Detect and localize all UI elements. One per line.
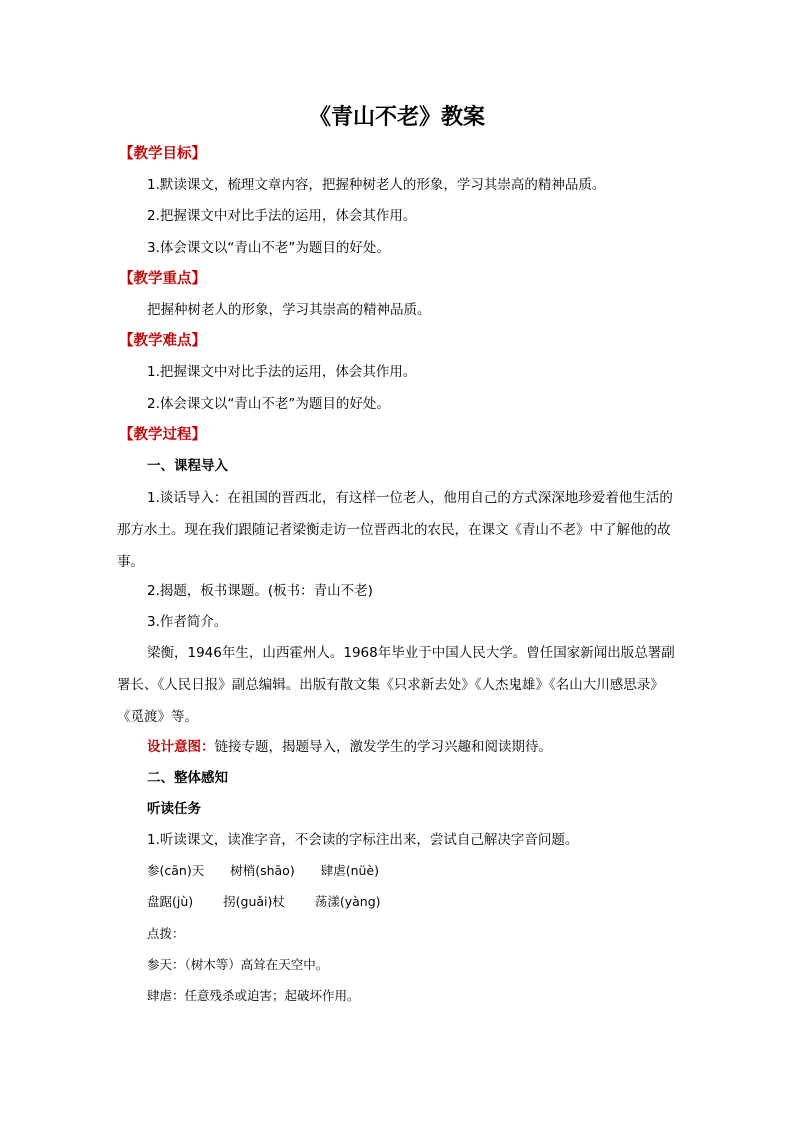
- vocab-item: 树梢(shāo): [230, 863, 295, 878]
- section-heading-process: 【教学过程】: [119, 427, 206, 443]
- vocab-row: [147, 892, 381, 912]
- task-instruction: 1.听读课文，读准字音，不会读的字标注出来，尝试自己解决字音问题。: [147, 832, 579, 848]
- process-subheading: 一、课程导入: [147, 458, 228, 474]
- vocab-item: 参(cān)天: [147, 863, 205, 878]
- intro-paragraph: 1.谈话导入：在祖国的晋西北，有这样一位老人，他用自己的方式深深地珍爱着他生活的那方水土。现在我们跟随记者梁衡走访一位晋西北的农民，在课文《青山不老》中了解他的故事。: [117, 490, 673, 570]
- design-intent-text: 链接专题，揭题导入，激发学生的学习兴趣和阅读期待。: [214, 739, 552, 755]
- process-step: 2.揭题，板书课题。(板书：青山不老): [147, 583, 373, 599]
- difficulty-item: 2.体会课文以“青山不老”为题目的好处。: [147, 396, 390, 412]
- design-intent-line: [147, 737, 552, 757]
- objective-item: 3.体会课文以“青山不老”为题目的好处。: [147, 240, 390, 256]
- vocab-row: [147, 861, 379, 881]
- task-heading: 听读任务: [147, 801, 201, 817]
- difficulty-item: 1.把握课文中对比手法的运用，体会其作用。: [147, 364, 417, 380]
- section-heading-key-points: 【教学重点】: [119, 271, 206, 287]
- hint-label: 点拨：: [147, 926, 185, 941]
- section-heading-objectives: 【教学目标】: [119, 146, 206, 162]
- section-heading-difficulties: 【教学难点】: [119, 333, 206, 349]
- vocab-item: 拐(guǎi)杖: [223, 894, 285, 909]
- definition-item: 参天：（树木等）高耸在天空中。: [147, 957, 329, 972]
- key-point-item: 把握种树老人的形象，学习其崇高的精神品质。: [147, 302, 431, 318]
- vocab-item: 荡漾(yàng): [314, 894, 381, 909]
- definition-item: 肆虐：任意残杀或迫害；起破坏作用。: [147, 988, 360, 1003]
- vocab-item: 盘踞(jù): [147, 894, 194, 909]
- design-intent-label: 设计意图：: [147, 739, 215, 755]
- vocab-item: 肆虐(nüè): [320, 863, 379, 878]
- author-paragraph: 梁衡，1946年生，山西霍州人。1968年毕业于中国人民大学。曾任国家新闻出版总署副署长、《人民日报》副总编辑。出版有散文集《只求新去处》《人杰鬼雄》《名山大川感思录》《觅渡》等。: [117, 645, 675, 725]
- process-step: 3.作者简介。: [147, 614, 228, 630]
- objective-item: 1.默读课文，梳理文章内容，把握种树老人的形象，学习其崇高的精神品质。: [147, 177, 606, 193]
- objective-item: 2.把握课文中对比手法的运用，体会其作用。: [147, 208, 417, 224]
- process-subheading: 二、整体感知: [147, 770, 228, 786]
- document-title: 《青山不老》教案: [308, 104, 485, 130]
